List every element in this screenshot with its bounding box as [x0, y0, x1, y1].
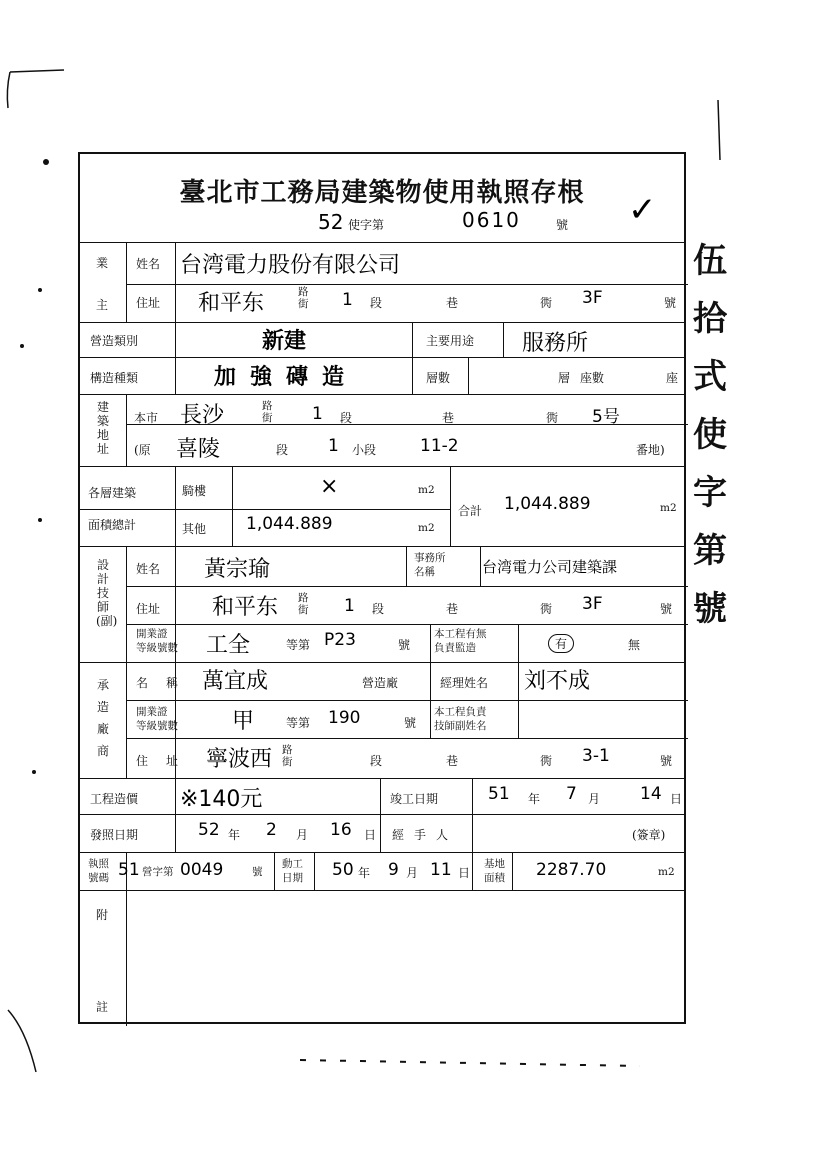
contractor-grade: 甲	[232, 709, 255, 734]
designer-grade-label: 等第	[286, 638, 311, 652]
contractor-addr-label: 住址	[136, 754, 197, 768]
designer-name: 黃宗瑜	[204, 557, 271, 582]
designer-license-no: P23	[324, 630, 356, 650]
construction-type-value: 新建	[262, 329, 307, 354]
contractor-name-label: 名稱	[136, 676, 197, 690]
completion-year: 51	[488, 784, 510, 804]
permit-year: 52	[318, 210, 344, 234]
area-group-label-1: 各層建築	[88, 486, 137, 500]
owner-number-label: 號	[664, 296, 677, 310]
site-road: 長沙	[180, 403, 225, 428]
start-day: 11	[430, 860, 452, 880]
manager-name: 刘不成	[524, 669, 591, 694]
permit-number: 0610	[462, 208, 521, 232]
contractor-license-label-1: 開業證	[136, 706, 168, 718]
contractor-road: 寧波西	[206, 747, 273, 772]
site-group-label: 建築地址	[96, 400, 109, 456]
office-name: 台湾電力公司建築課	[482, 558, 618, 576]
remarks-label-1: 附	[96, 908, 109, 922]
site-area-label-2: 面積	[484, 872, 505, 884]
designer-number: 3F	[582, 594, 603, 614]
remarks-label-2: 註	[96, 1000, 109, 1014]
floor-unit: 層	[558, 371, 571, 385]
contractor-name: 萬宜成	[202, 669, 269, 694]
issue-date-label: 發照日期	[90, 828, 139, 842]
designer-road: 和平东	[212, 595, 279, 620]
designer-section-label: 段	[372, 602, 385, 616]
completion-month: 7	[566, 784, 577, 804]
owner-section: 1	[342, 290, 353, 310]
start-label-2: 日期	[282, 872, 303, 884]
owner-road: 和平东	[198, 291, 265, 316]
designer-section: 1	[344, 596, 355, 616]
office-label-1: 事務所	[414, 552, 446, 564]
contractor-grade-label: 等第	[286, 716, 311, 730]
owner-addr-label: 住址	[136, 296, 161, 310]
office-label-2: 名稱	[414, 566, 435, 578]
contractor-license-label-2: 等級號數	[136, 720, 178, 732]
completion-month-label: 月	[588, 792, 601, 806]
bp-label-2: 號碼	[88, 872, 109, 884]
owner-group-label-1: 業	[96, 256, 109, 270]
sign-label: (簽章)	[632, 828, 666, 842]
start-day-label: 日	[458, 866, 471, 880]
structure-type-label: 構造種類	[90, 371, 139, 385]
site-area-unit: m2	[658, 866, 675, 878]
bp-number: 0049	[180, 860, 224, 880]
start-label-1: 動工	[282, 858, 303, 870]
form-title: 臺北市工務局建築物使用執照存根	[179, 178, 585, 208]
construction-type-label: 營造類別	[90, 334, 139, 348]
bp-word-label: 營字第	[142, 866, 174, 878]
site-area-label-1: 基地	[484, 858, 505, 870]
owner-road-label: 路 街	[298, 286, 309, 310]
site-lot: 11-2	[420, 436, 459, 456]
other-label: 其他	[182, 522, 207, 536]
contractor-group-label: 承造廠商	[96, 678, 109, 758]
supervise-none: 無	[628, 638, 641, 652]
completion-day: 14	[640, 784, 662, 804]
total-value: 1,044.889	[504, 494, 591, 514]
designer-license-label-1: 開業證	[136, 628, 168, 640]
completion-day-label: 日	[670, 792, 683, 806]
contractor-lane-label: 巷	[446, 754, 459, 768]
designer-road-label: 路 街	[298, 592, 309, 616]
handler-label: 經手人	[392, 828, 459, 842]
engineer-label-2: 技師副姓名	[434, 720, 487, 732]
designer-street-label: 衖	[540, 602, 553, 616]
issue-month-label: 月	[296, 828, 309, 842]
permit-suffix: 號	[556, 218, 569, 232]
designer-number-label: 號	[660, 602, 673, 616]
contractor-road-label: 路 街	[282, 744, 293, 768]
designer-lane-label: 巷	[446, 602, 459, 616]
contractor-number-label: 號	[660, 754, 673, 768]
main-use-value: 服務所	[522, 331, 589, 356]
start-month-label: 月	[406, 866, 419, 880]
site-road-label: 路 街	[262, 400, 273, 424]
adjacent-page-text: 伍拾式使字第號	[693, 241, 727, 629]
structure-type-value: 加強磚造	[214, 365, 359, 390]
seats-label: 座數	[580, 371, 605, 385]
site-orig-section-label: 段	[276, 443, 289, 457]
site-orig-label: (原	[134, 443, 151, 457]
contractor-firm-label: 營造廠	[362, 676, 399, 690]
arcade-label: 騎樓	[182, 484, 207, 498]
owner-number: 3F	[582, 288, 603, 308]
site-number: 5号	[592, 407, 620, 427]
manager-label: 經理姓名	[440, 676, 489, 690]
total-unit: m2	[660, 502, 677, 514]
cost-label: 工程造價	[90, 792, 139, 806]
bp-year: 51	[118, 860, 140, 880]
designer-license-label-2: 等級號數	[136, 642, 178, 654]
completion-year-label: 年	[528, 792, 541, 806]
designer-grade: 工全	[206, 633, 251, 658]
issue-year: 52	[198, 820, 220, 840]
designer-addr-label: 住址	[136, 602, 161, 616]
main-use-label: 主要用途	[426, 334, 475, 348]
site-section: 1	[312, 404, 323, 424]
cost-value: ※140元	[180, 787, 263, 812]
seat-unit: 座	[666, 371, 679, 385]
issue-month: 2	[266, 820, 277, 840]
supervise-label-2: 負責監造	[434, 642, 476, 654]
other-unit: m2	[418, 522, 435, 534]
start-year: 50	[332, 860, 354, 880]
arcade-value: ×	[320, 474, 339, 499]
contractor-street-label: 衖	[540, 754, 553, 768]
owner-group-label-2: 主	[96, 298, 109, 312]
arcade-unit: m2	[418, 484, 435, 496]
site-area-value: 2287.70	[536, 860, 607, 880]
supervise-label-1: 本工程有無	[434, 628, 487, 640]
engineer-label-1: 本工程負責	[434, 706, 487, 718]
start-month: 9	[388, 860, 399, 880]
area-group-label-2: 面積總計	[88, 518, 137, 532]
permit-word-label: 使字第	[348, 218, 385, 232]
issue-day-label: 日	[364, 828, 377, 842]
owner-lane-label: 巷	[446, 296, 459, 310]
check-mark: ✓	[628, 190, 657, 230]
owner-name-label: 姓名	[136, 257, 161, 271]
contractor-number: 3-1	[582, 746, 610, 766]
designer-group-label: 設計技師(副)	[96, 558, 118, 628]
owner-street-label: 衖	[540, 296, 553, 310]
site-section-label: 段	[340, 411, 353, 425]
total-label: 合計	[458, 504, 483, 518]
contractor-license-no: 190	[328, 708, 361, 728]
bp-label-1: 執照	[88, 858, 109, 870]
supervise-has-circled: 有	[548, 634, 574, 653]
site-small-section-label: 小段	[352, 443, 377, 457]
bp-number-label: 號	[252, 866, 263, 878]
floors-label: 層數	[426, 371, 451, 385]
site-small-section: 1	[328, 436, 339, 456]
site-lane-label: 巷	[442, 411, 455, 425]
site-orig-district: 喜陵	[176, 437, 221, 462]
completion-label: 竣工日期	[390, 792, 439, 806]
issue-day: 16	[330, 820, 352, 840]
owner-section-label: 段	[370, 296, 383, 310]
other-value: 1,044.889	[246, 514, 333, 534]
designer-license-no-label: 號	[398, 638, 411, 652]
designer-name-label: 姓名	[136, 562, 161, 576]
site-city-label: 本市	[134, 411, 159, 425]
site-street-label: 衖	[546, 411, 559, 425]
owner-name: 台湾電力股份有限公司	[180, 253, 401, 278]
start-year-label: 年	[358, 866, 371, 880]
contractor-section-label: 段	[370, 754, 383, 768]
issue-year-label: 年	[228, 828, 241, 842]
site-lot-label: 番地)	[636, 443, 665, 457]
contractor-license-no-label: 號	[404, 716, 417, 730]
